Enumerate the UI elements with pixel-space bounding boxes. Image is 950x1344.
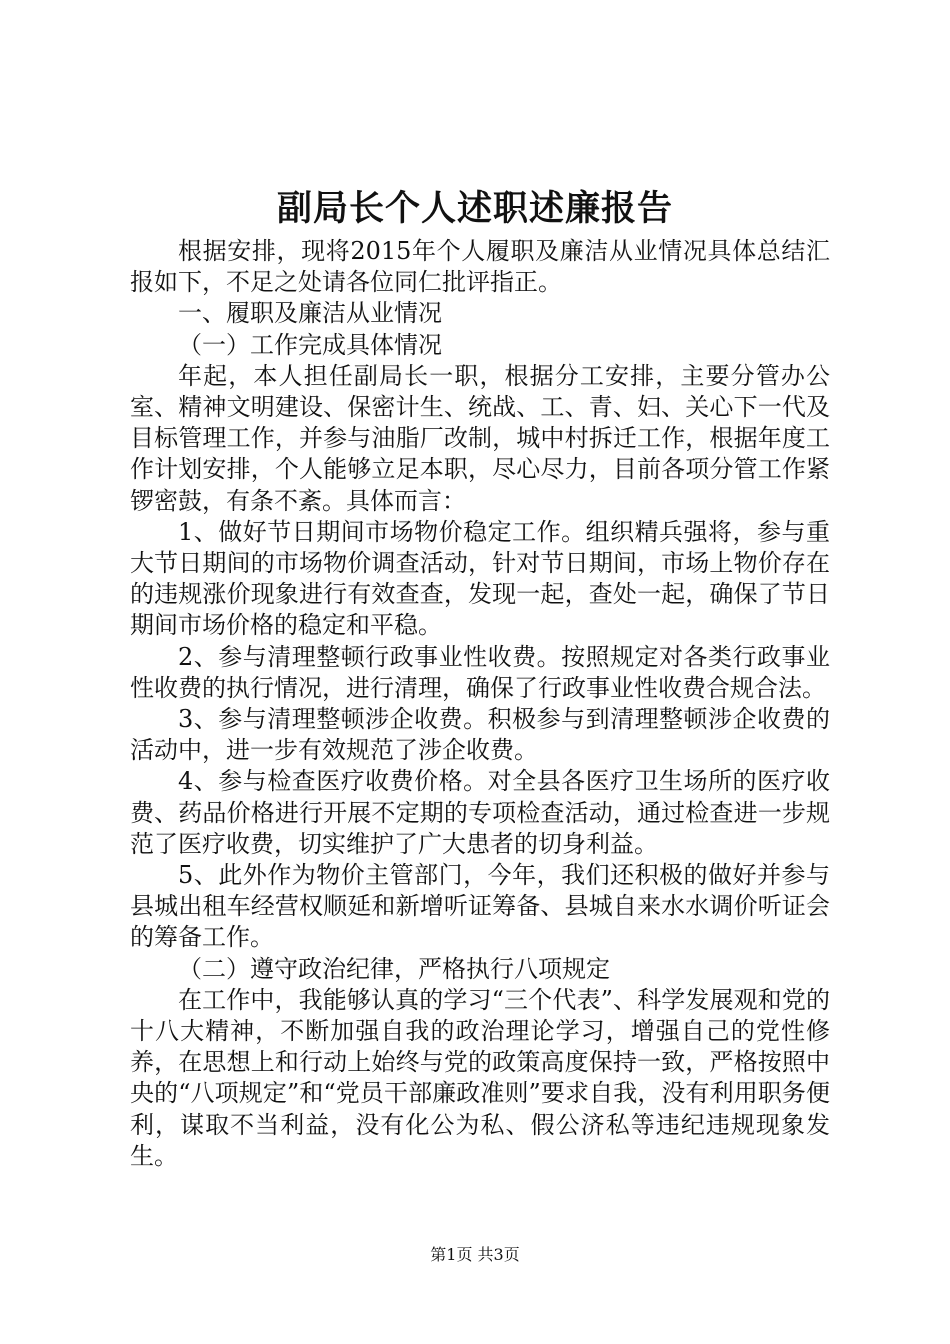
heading-subsection-1: （一）工作完成具体情况	[178, 330, 442, 359]
paragraph-overview: 年起，本人担任副局长一职，根据分工安排，主要分管办公室、精神文明建设、保密计生、统战、工、青、妇、关心下一代及目标管理工作，并参与油脂厂改制，城中村拆迁工作，根据年度工作计划安排，个人能够立足本职，尽心尽力，目前各项分管工作紧锣密鼓，有条不紊。具体而言：	[130, 361, 830, 515]
paragraph-item-3: 3、参与清理整顿涉企收费。积极参与到清理整顿涉企收费的活动中，进一步有效规范了涉企收费。	[130, 705, 830, 765]
paragraph-item-4: 4、参与检查医疗收费价格。对全县各医疗卫生场所的医疗收费、药品价格进行开展不定期的专项检查活动，通过检查进一步规范了医疗收费，切实维护了广大患者的切身利益。	[130, 767, 830, 858]
page-number-footer: 第1页 共3页	[430, 1245, 520, 1264]
paragraph-item-2: 2、参与清理整顿行政事业性收费。按照规定对各类行政事业性收费的执行情况，进行清理，确保了行政事业性收费合规合法。	[130, 642, 830, 702]
paragraph-discipline: 在工作中，我能够认真的学习“三个代表”、科学发展观和党的十八大精神，不断加强自我的政治理论学习，增强自己的党性修养，在思想上和行动上始终与党的政策高度保持一致，严格按照中央的“八项规定”和“党员干部廉政准则”要求自我，没有利用职务便利，谋取不当利益，没有化公为私、假公济私等违纪违规现象发生。	[130, 985, 830, 1170]
heading-subsection-2: （二）遵守政治纪律，严格执行八项规定	[178, 954, 610, 983]
paragraph-item-5: 5、此外作为物价主管部门，今年，我们还积极的做好并参与县城出租车经营权顺延和新增听证筹备、县城自来水水调价听证会的筹备工作。	[130, 861, 830, 952]
paragraph-intro: 根据安排，现将2015年个人履职及廉洁从业情况具体总结汇报如下，不足之处请各位同仁批评指正。	[130, 237, 830, 297]
document-title: 副局长个人述职述廉报告	[276, 188, 673, 229]
paragraph-item-1: 1、做好节日期间市场物价稳定工作。组织精兵强将，参与重大节日期间的市场物价调查活动，针对节日期间，市场上物价存在的违规涨价现象进行有效查查，发现一起，查处一起，确保了节日期间市场价格的稳定和平稳。	[130, 517, 830, 640]
heading-section-1: 一、履职及廉洁从业情况	[178, 299, 442, 328]
document-body	[130, 236, 830, 1172]
